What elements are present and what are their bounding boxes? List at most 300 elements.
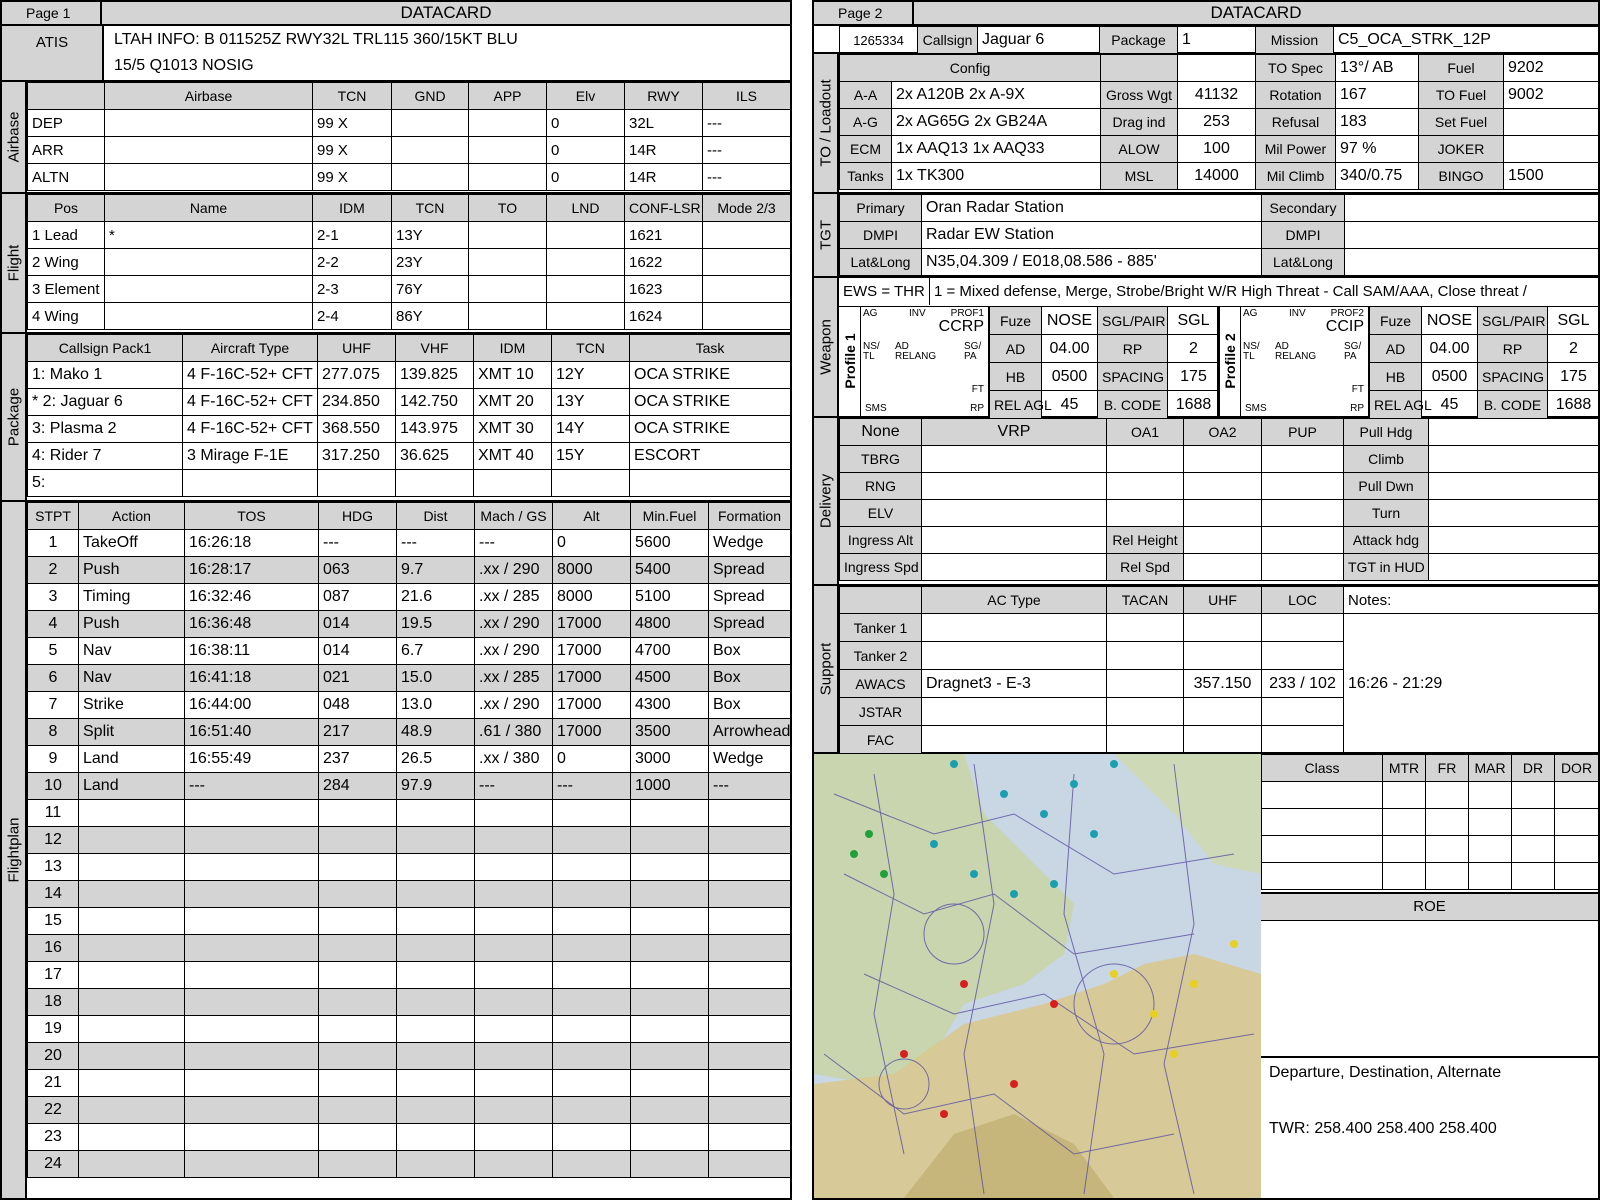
profile-settings-row (1370, 363, 1600, 391)
delivery-cell: Ingress Alt (840, 527, 922, 554)
t-flightplan-cell (475, 962, 553, 989)
t-flight-cell (703, 276, 791, 303)
delivery-cell: Rel Height (1107, 527, 1184, 554)
atis-line-2: 15/5 Q1013 NOSIG (114, 57, 254, 74)
t-flight-cell: 2 Wing (28, 249, 105, 276)
t-flightplan-cell (475, 1124, 553, 1151)
t-package-cell: OCA STRIKE (630, 416, 791, 443)
t-flightplan-cell (319, 800, 397, 827)
t-flightplan-cell: Nav (79, 638, 185, 665)
t-flightplan-cell: 3000 (631, 746, 709, 773)
profile-mfd-ft: FT (971, 384, 984, 395)
support-row (840, 726, 1599, 754)
t-flightplan-cell: --- (475, 773, 553, 800)
support-header-cell: LOC (1262, 587, 1344, 614)
t-flightplan-header-cell: HDG (319, 503, 397, 530)
t-flightplan-cell (79, 1016, 185, 1043)
t-flightplan-cell: Timing (79, 584, 185, 611)
tgt-cell: Radar EW Station (922, 222, 1262, 249)
t-airbase-cell: 32L (625, 110, 703, 137)
t-flightplan-row (28, 827, 791, 854)
t-flightplan-cell (185, 1043, 319, 1070)
loadout-cell: Mil Climb (1256, 163, 1336, 190)
t-flightplan-cell (319, 962, 397, 989)
threat-header-cell: DOR (1555, 755, 1599, 782)
support-row (840, 698, 1599, 726)
mission-label: Mission (1256, 27, 1334, 54)
loadout-row (840, 136, 1599, 163)
threat-header-cell: DR (1512, 755, 1555, 782)
t-flightplan-cell (631, 989, 709, 1016)
delivery-cell (1262, 500, 1344, 527)
t-flightplan-cell: Spread (709, 584, 791, 611)
t-flightplan-cell (185, 800, 319, 827)
t-package-cell (630, 470, 791, 497)
t-airbase-header-cell (28, 83, 105, 110)
profile-settings-cell: B. CODE (1098, 391, 1168, 419)
t-flightplan-cell (79, 827, 185, 854)
t-flightplan-cell: 087 (319, 584, 397, 611)
page2-label: Page 2 (814, 2, 914, 24)
threat-cell (1469, 836, 1512, 863)
t-flightplan-cell (397, 881, 475, 908)
weapon-profiles (839, 306, 1598, 416)
loadout-blank (1178, 55, 1256, 82)
loadout-cell: MSL (1101, 163, 1178, 190)
t-flightplan-cell: Spread (709, 557, 791, 584)
t-flightplan-cell (79, 908, 185, 935)
t-flightplan-header-cell: Min.Fuel (631, 503, 709, 530)
profile-settings-cell: 1688 (1548, 391, 1600, 419)
delivery-row (840, 473, 1599, 500)
t-flightplan-cell: 217 (319, 719, 397, 746)
t-airbase-header-row (28, 83, 791, 110)
delivery-cell: TBRG (840, 446, 922, 473)
profile-mfd-sms: SMS (1245, 403, 1267, 414)
t-flightplan-row (28, 719, 791, 746)
t-flightplan-header-cell: Action (79, 503, 185, 530)
loadout-cell: 41132 (1178, 82, 1256, 109)
threat-row (1262, 863, 1599, 890)
delivery-header-row (840, 419, 1599, 446)
tgt-row (840, 249, 1599, 276)
atis-section (2, 26, 790, 82)
t-flightplan-cell: 16:28:17 (185, 557, 319, 584)
support-cell: AWACS (840, 670, 922, 698)
delivery-cell (922, 446, 1107, 473)
t-airbase-row (28, 164, 791, 191)
package-side-label: Package (2, 334, 27, 500)
t-airbase-row (28, 137, 791, 164)
threat-cell (1555, 782, 1599, 809)
delivery-cell (1107, 500, 1184, 527)
t-flightplan-cell: 23 (28, 1124, 79, 1151)
t-flightplan-cell: 4 (28, 611, 79, 638)
profile-mfd-prof: PROF2 (1330, 308, 1364, 319)
t-flight-cell: 2-2 (313, 249, 392, 276)
profile-settings-cell: NOSE (1042, 307, 1098, 335)
t-flightplan-cell (475, 1097, 553, 1124)
support-row (840, 642, 1599, 670)
loadout-blank (1101, 55, 1178, 82)
t-flightplan-cell (319, 908, 397, 935)
t-flightplan-cell: 14 (28, 881, 79, 908)
to-spec-value: 13°/ AB (1336, 55, 1419, 82)
t-flight-cell: * (105, 222, 313, 249)
t-airbase-header-cell: ILS (703, 83, 791, 110)
t-flightplan-cell (553, 1016, 631, 1043)
profile-settings-cell: RP (1478, 335, 1548, 363)
t-flightplan-cell: 18 (28, 989, 79, 1016)
t-package-cell: XMT 10 (474, 362, 552, 389)
t-flightplan-cell (475, 800, 553, 827)
t-flightplan-header-cell: Alt (553, 503, 631, 530)
t-flight-cell: 76Y (392, 276, 469, 303)
t-flightplan-cell (709, 908, 791, 935)
delivery-cell (1184, 473, 1262, 500)
t-package-cell: 368.550 (318, 416, 396, 443)
threat-cell (1555, 863, 1599, 890)
t-airbase-cell: 99 X (313, 110, 392, 137)
t-flightplan-cell: 9.7 (397, 557, 475, 584)
t-flight-row (28, 303, 791, 330)
t-flightplan-cell (185, 962, 319, 989)
t-flightplan-cell: 13 (28, 854, 79, 881)
profile-settings-cell: 0500 (1422, 363, 1478, 391)
t-flightplan-cell: 16:55:49 (185, 746, 319, 773)
loadout-cell: BINGO (1419, 163, 1504, 190)
t-flightplan-cell (553, 881, 631, 908)
loadout-cell (1504, 136, 1599, 163)
notes-label: Notes: (1344, 587, 1599, 614)
support-cell (1184, 726, 1262, 754)
t-flightplan-cell: 24 (28, 1151, 79, 1178)
t-flight-cell (547, 276, 625, 303)
support-table (839, 586, 1599, 754)
t-package-row (28, 416, 791, 443)
t-airbase-row (28, 110, 791, 137)
t-flight-header-cell: IDM (313, 195, 392, 222)
t-flightplan-row (28, 692, 791, 719)
support-cell: FAC (840, 726, 922, 754)
t-flightplan-cell: --- (185, 773, 319, 800)
delivery-cell (1429, 446, 1599, 473)
profile-settings-cell: Fuze (1370, 307, 1422, 335)
support-cell: 357.150 (1184, 670, 1262, 698)
t-package-cell: 15Y (552, 443, 630, 470)
t-flightplan-cell: 21.6 (397, 584, 475, 611)
t-package-cell: 1: Mako 1 (28, 362, 183, 389)
threat-row (1262, 809, 1599, 836)
tgt-cell: Lat&Long (840, 249, 922, 276)
t-flightplan-cell (79, 881, 185, 908)
datacard-page-1 (0, 0, 792, 1200)
tgt-cell (1345, 249, 1599, 276)
atis-line-1: LTAH INFO: B 011525Z RWY32L TRL115 360/15KT BLU (114, 31, 518, 48)
loadout-cell: 1x AAQ13 1x AAQ33 (892, 136, 1101, 163)
t-flightplan-cell (319, 881, 397, 908)
delivery-cell (922, 527, 1107, 554)
support-cell (1262, 698, 1344, 726)
t-flightplan-cell (397, 800, 475, 827)
t-flightplan-cell (397, 1043, 475, 1070)
tgt-cell: Secondary (1262, 195, 1345, 222)
t-flight-cell (703, 249, 791, 276)
t-package-cell: * 2: Jaguar 6 (28, 389, 183, 416)
t-package-cell: 139.825 (396, 362, 474, 389)
support-section (814, 586, 1598, 754)
loadout-row (840, 109, 1599, 136)
delivery-header-cell (1429, 419, 1599, 446)
profile-label (1219, 306, 1241, 416)
t-flightplan-cell: 21 (28, 1070, 79, 1097)
t-airbase-cell (392, 110, 469, 137)
t-airbase-cell (105, 137, 313, 164)
threat-header-cell: MTR (1383, 755, 1426, 782)
t-flightplan-cell (319, 935, 397, 962)
t-flightplan-cell: 0 (553, 746, 631, 773)
profile-settings-row (990, 307, 1220, 335)
t-airbase-cell: 0 (547, 137, 625, 164)
t-flightplan-cell: 2 (28, 557, 79, 584)
t-flightplan-row (28, 584, 791, 611)
t-flight-cell: 2-1 (313, 222, 392, 249)
t-flightplan-cell (475, 908, 553, 935)
t-flight-cell: 2-4 (313, 303, 392, 330)
delivery-cell (922, 554, 1107, 581)
t-flightplan-cell: 20 (28, 1043, 79, 1070)
t-flightplan-cell (553, 935, 631, 962)
t-flight-cell: 1623 (625, 276, 703, 303)
t-package-header-cell: Callsign Pack1 (28, 335, 183, 362)
delivery-cell: Pull Dwn (1344, 473, 1429, 500)
t-flightplan-row (28, 1124, 791, 1151)
t-flightplan-cell: 16:32:46 (185, 584, 319, 611)
t-flight-cell: 3 Element (28, 276, 105, 303)
profile-settings-cell: AD (990, 335, 1042, 363)
t-flightplan-cell (475, 935, 553, 962)
t-flightplan-cell (553, 1097, 631, 1124)
support-header-row (840, 587, 1599, 614)
t-flightplan-cell (631, 1070, 709, 1097)
weapon-side-label: Weapon (814, 278, 839, 416)
loadout-cell: Rotation (1256, 82, 1336, 109)
delivery-cell (1107, 473, 1184, 500)
profile-settings-table (1369, 306, 1600, 419)
support-note-cell: 16:26 - 21:29 (1344, 670, 1599, 698)
t-airbase-cell: --- (703, 110, 791, 137)
flight-section (2, 194, 790, 334)
t-flightplan-cell: 13.0 (397, 692, 475, 719)
t-airbase-header-cell: GND (392, 83, 469, 110)
t-package-cell: 3: Plasma 2 (28, 416, 183, 443)
t-flightplan-cell (631, 935, 709, 962)
t-flightplan-cell: 48.9 (397, 719, 475, 746)
tgt-cell (1345, 195, 1599, 222)
t-airbase-header-cell: Airbase (105, 83, 313, 110)
t-flightplan-cell (709, 800, 791, 827)
t-flightplan-cell: --- (397, 530, 475, 557)
t-airbase-cell: 0 (547, 164, 625, 191)
t-flightplan-cell (79, 1124, 185, 1151)
t-flightplan-cell (553, 854, 631, 881)
t-flightplan-cell: 16:44:00 (185, 692, 319, 719)
weapon-profile-2 (1219, 306, 1599, 416)
t-airbase-header-cell: RWY (625, 83, 703, 110)
profile-settings-row (990, 363, 1220, 391)
t-flightplan-cell: 5600 (631, 530, 709, 557)
t-flightplan-cell: 237 (319, 746, 397, 773)
threat-cell (1469, 782, 1512, 809)
profile-mfd-nstl: NS/ TL (863, 341, 880, 362)
t-flightplan-cell: Land (79, 746, 185, 773)
profile-settings-row (990, 335, 1220, 363)
t-flightplan-row (28, 989, 791, 1016)
t-flightplan-cell (319, 1151, 397, 1178)
t-flightplan-cell: .xx / 380 (475, 746, 553, 773)
profile-settings-cell: HB (990, 363, 1042, 391)
t-flightplan-cell (185, 1070, 319, 1097)
t-flight-cell: 1621 (625, 222, 703, 249)
datacard-page-2 (812, 0, 1600, 1200)
package-section (2, 334, 790, 502)
t-flightplan-cell: .xx / 290 (475, 638, 553, 665)
support-cell (1262, 726, 1344, 754)
t-flightplan-cell (475, 1151, 553, 1178)
delivery-cell (1429, 554, 1599, 581)
profile-mfd-rp: RP (970, 403, 984, 414)
threat-header-cell: Class (1262, 755, 1383, 782)
support-cell (922, 642, 1107, 670)
t-flightplan-cell: Arrowhead (709, 719, 791, 746)
t-flightplan-header-cell: STPT (28, 503, 79, 530)
delivery-header-cell: PUP (1262, 419, 1344, 446)
t-flightplan-header-cell: Mach / GS (475, 503, 553, 530)
fuel-value: 9202 (1504, 55, 1599, 82)
airbase-table (27, 82, 791, 191)
t-flightplan-cell: 7 (28, 692, 79, 719)
t-flightplan-cell (709, 1097, 791, 1124)
support-note-cell (1344, 642, 1599, 670)
t-package-cell (318, 470, 396, 497)
t-flightplan-cell: 17000 (553, 611, 631, 638)
t-package-row (28, 443, 791, 470)
t-package-header-row (28, 335, 791, 362)
t-package-cell: 13Y (552, 389, 630, 416)
loadout-cell: 253 (1178, 109, 1256, 136)
support-cell (1107, 642, 1184, 670)
t-package-header-cell: TCN (552, 335, 630, 362)
loadout-cell: 2x A120B 2x A-9X (892, 82, 1101, 109)
t-flightplan-cell (185, 827, 319, 854)
t-flightplan-cell (475, 1070, 553, 1097)
t-flight-row (28, 276, 791, 303)
t-flight-header-cell: CONF-LSR (625, 195, 703, 222)
tgt-cell: DMPI (1262, 222, 1345, 249)
delivery-section (814, 418, 1598, 586)
threat-cell (1383, 809, 1426, 836)
t-flightplan-cell: Wedge (709, 530, 791, 557)
delivery-cell: ELV (840, 500, 922, 527)
t-flightplan-cell (475, 854, 553, 881)
t-flightplan-cell: 19.5 (397, 611, 475, 638)
t-flightplan-cell (553, 962, 631, 989)
t-flightplan-cell (79, 800, 185, 827)
t-flightplan-cell: 0 (553, 530, 631, 557)
tgt-cell (1345, 222, 1599, 249)
t-flightplan-cell: 17000 (553, 719, 631, 746)
loadout-cell: 167 (1336, 82, 1419, 109)
t-package-cell: ESCORT (630, 443, 791, 470)
support-cell: Tanker 2 (840, 642, 922, 670)
t-flightplan-cell: 17 (28, 962, 79, 989)
t-package-cell: 12Y (552, 362, 630, 389)
t-package-cell (552, 470, 630, 497)
callsign-value: Jaguar 6 (978, 27, 1100, 54)
t-flightplan-cell (185, 881, 319, 908)
loadout-cell: 340/0.75 (1336, 163, 1419, 190)
t-airbase-cell (469, 137, 547, 164)
profile-mfd-sms: SMS (865, 403, 887, 414)
tgt-cell: N35,04.309 / E018,08.586 - 885' (922, 249, 1262, 276)
threat-cell (1469, 863, 1512, 890)
ews-text: 1 = Mixed defense, Merge, Strobe/Bright W/R High Threat - Call SAM/AAA, Close threat / (934, 283, 1527, 300)
t-flightplan-cell: 17000 (553, 665, 631, 692)
t-flightplan-cell (79, 962, 185, 989)
t-flight-header-cell: Pos (28, 195, 105, 222)
t-flightplan-cell: 5 (28, 638, 79, 665)
threat-cell (1426, 782, 1469, 809)
support-note-cell (1344, 614, 1599, 642)
t-flightplan-row (28, 746, 791, 773)
profile-mfd-inv: INV (909, 308, 926, 319)
loadout-cell: A-G (840, 109, 892, 136)
t-flightplan-cell (709, 827, 791, 854)
t-flightplan-cell: 1000 (631, 773, 709, 800)
t-flightplan-row (28, 611, 791, 638)
threat-cell (1262, 809, 1383, 836)
t-flightplan-cell: Wedge (709, 746, 791, 773)
t-flight-cell (469, 303, 547, 330)
t-flightplan-cell: 15.0 (397, 665, 475, 692)
loadout-cell: 2x AG65G 2x GB24A (892, 109, 1101, 136)
t-flightplan-cell (553, 1043, 631, 1070)
flightplan-side-label: Flightplan (2, 502, 27, 1198)
t-flightplan-cell (185, 1097, 319, 1124)
t-flightplan-cell: 97.9 (397, 773, 475, 800)
right-lower-panels (1261, 754, 1598, 1198)
t-airbase-cell: 99 X (313, 137, 392, 164)
t-flight-cell (703, 303, 791, 330)
t-flightplan-cell (631, 827, 709, 854)
profile-settings-cell: NOSE (1422, 307, 1478, 335)
t-flightplan-cell (79, 854, 185, 881)
delivery-cell (1429, 500, 1599, 527)
threat-cell (1426, 836, 1469, 863)
t-flightplan-cell: 22 (28, 1097, 79, 1124)
airbase-side-label: Airbase (2, 82, 27, 192)
threat-header-row (1262, 755, 1599, 782)
profile-mfd-ad_relang: AD RELANG (1275, 341, 1317, 362)
delivery-cell (922, 473, 1107, 500)
t-flightplan-cell (709, 1070, 791, 1097)
t-flightplan-cell: 19 (28, 1016, 79, 1043)
t-flightplan-cell (709, 1151, 791, 1178)
mission-id: 1265334 (840, 27, 918, 54)
profile-settings-cell: SGL/PAIR (1098, 307, 1168, 335)
t-flightplan-header-cell: Dist (397, 503, 475, 530)
t-flightplan-row (28, 665, 791, 692)
